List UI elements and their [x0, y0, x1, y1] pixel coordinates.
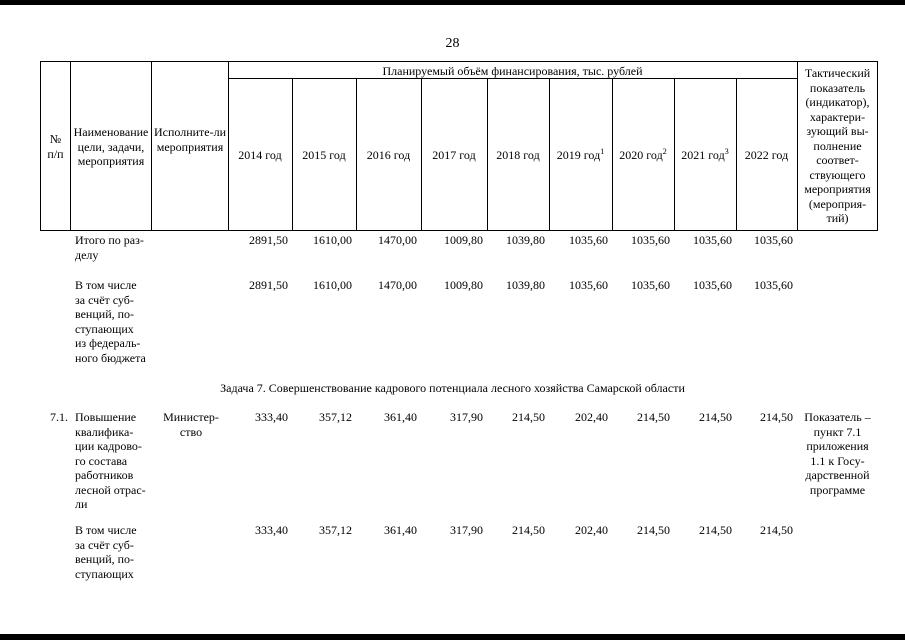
row-value: 2891,50: [249, 278, 288, 292]
header-indicator: [798, 66, 877, 226]
row-value: 357,12: [319, 410, 352, 424]
row-value: 1035,60: [693, 278, 732, 292]
row-value: 1035,60: [569, 233, 608, 247]
row-value: 2891,50: [249, 233, 288, 247]
row-indicator-line: 1.1 к Госу-: [810, 453, 865, 468]
row-value: 1035,60: [693, 233, 732, 247]
row-value: 357,12: [319, 523, 352, 537]
row-name-line: В том числе: [75, 523, 137, 537]
page-bottom-border: [0, 634, 905, 640]
row-value: 1039,80: [506, 278, 545, 292]
header-funding-title: [228, 64, 797, 79]
row-name-line: ного бюджета: [75, 350, 146, 365]
row-indicator-line: Показатель –: [804, 410, 871, 424]
header-year: [674, 148, 736, 163]
row-name-line: делу: [75, 247, 99, 262]
row-executor-line: Министер-: [163, 410, 219, 424]
row-value: 214,50: [637, 410, 670, 424]
row-name-line: ции кадрово-: [75, 439, 142, 453]
header-year-label: 2019 год: [556, 148, 601, 162]
row-indicator-line: пункт 7.1: [813, 424, 862, 439]
header-year-footnote: 2: [662, 147, 667, 156]
header-year-label: 2018 год: [496, 148, 540, 162]
row-value: 214,50: [760, 410, 793, 424]
row-value: 361,40: [384, 523, 417, 537]
row-value: 361,40: [384, 410, 417, 424]
header-year-label: 2014 год: [238, 148, 282, 162]
row-value: 1039,80: [506, 233, 545, 247]
row-name-line: венций, по-: [75, 552, 135, 566]
row-value: 214,50: [512, 410, 545, 424]
row-name-line: за счёт суб-: [75, 537, 134, 552]
row-value: 1035,60: [631, 278, 670, 292]
row-name-line: из федераль-: [75, 336, 141, 350]
row-value: 1035,60: [754, 233, 793, 247]
row-value: 1035,60: [631, 233, 670, 247]
row-value: 1610,00: [313, 278, 352, 292]
row-name-line: за счёт суб-: [75, 292, 134, 307]
header-year-label: 2021 год: [681, 148, 725, 162]
header-num-text: № п/п: [47, 132, 64, 161]
row-value: 1470,00: [378, 233, 417, 247]
row-name-line: Итого по раз-: [75, 233, 144, 247]
header-year-label: 2017 год: [432, 148, 476, 162]
header-funding-title-text: Планируемый объём финансирования, тыс. рублей: [382, 64, 643, 78]
row-indicator-line: программе: [809, 482, 866, 497]
row-name-line: В том числе: [75, 278, 137, 292]
header-year-label: 2020 год: [619, 148, 663, 162]
header-executor-text: Исполните-ли мероприятия: [153, 125, 227, 154]
task-title: Задача 7. Совершенствование кадрового потенциала лесного хозяйства Самарской области: [220, 381, 685, 395]
row-value: 202,40: [575, 523, 608, 537]
row-name-line: Повышение: [75, 410, 137, 424]
row-name-line: квалифика-: [75, 424, 134, 439]
row-value: 214,50: [637, 523, 670, 537]
row-value: 333,40: [255, 523, 288, 537]
row-name-line: венций, по-: [75, 307, 135, 321]
row-name-line: лесной отрас-: [75, 482, 146, 497]
header-year: [487, 148, 549, 163]
row-indicator-line: приложения: [806, 439, 869, 453]
header-year: [549, 148, 612, 163]
row-name-line: ли: [75, 497, 88, 511]
header-year-footnote: 1: [600, 147, 605, 156]
row-value: 317,90: [450, 410, 483, 424]
row-value: 1470,00: [378, 278, 417, 292]
row-value: 317,90: [450, 523, 483, 537]
row-value: 1035,60: [569, 278, 608, 292]
row-value: 1009,80: [444, 278, 483, 292]
header-year-label: 2016 год: [366, 148, 411, 162]
row-value: 214,50: [760, 523, 793, 537]
row-name-line: работников: [75, 468, 134, 482]
row-name-line: ступающих: [75, 566, 134, 581]
header-year-label: 2015 год: [302, 148, 346, 162]
header-name: [71, 125, 151, 169]
row-number: 7.1.: [50, 410, 68, 424]
header-year: [612, 148, 674, 163]
row-value: 1610,00: [313, 233, 352, 247]
row-value: 1035,60: [754, 278, 793, 292]
page-number: 28: [445, 36, 460, 51]
row-value: 1009,80: [444, 233, 483, 247]
row-value: 202,40: [575, 410, 608, 424]
row-indicator-line: дарственной: [805, 468, 870, 482]
header-year: [356, 148, 421, 163]
header-year-footnote: 3: [724, 147, 729, 156]
header-num: [41, 132, 70, 161]
page-top-border: [0, 0, 905, 5]
header-year: [421, 148, 487, 163]
header-year: [292, 148, 356, 163]
header-year: [736, 148, 797, 163]
row-name-line: го состава: [75, 453, 128, 468]
header-name-text: Наименование цели, задачи, мероприятия: [73, 125, 149, 168]
row-value: 333,40: [255, 410, 288, 424]
row-value: 214,50: [699, 523, 732, 537]
header-executor: [152, 125, 228, 154]
row-name-line: ступающих: [75, 321, 134, 336]
header-year: [228, 148, 292, 163]
row-value: 214,50: [512, 523, 545, 537]
header-year-label: 2022 год: [744, 148, 789, 162]
row-value: 214,50: [699, 410, 732, 424]
header-indicator-text: Тактический показатель (индикатор), характери-зующий вы-полнение соответ-ствующего мероприятия (мероприя-тий): [804, 66, 871, 225]
row-executor-line: ство: [179, 424, 203, 439]
